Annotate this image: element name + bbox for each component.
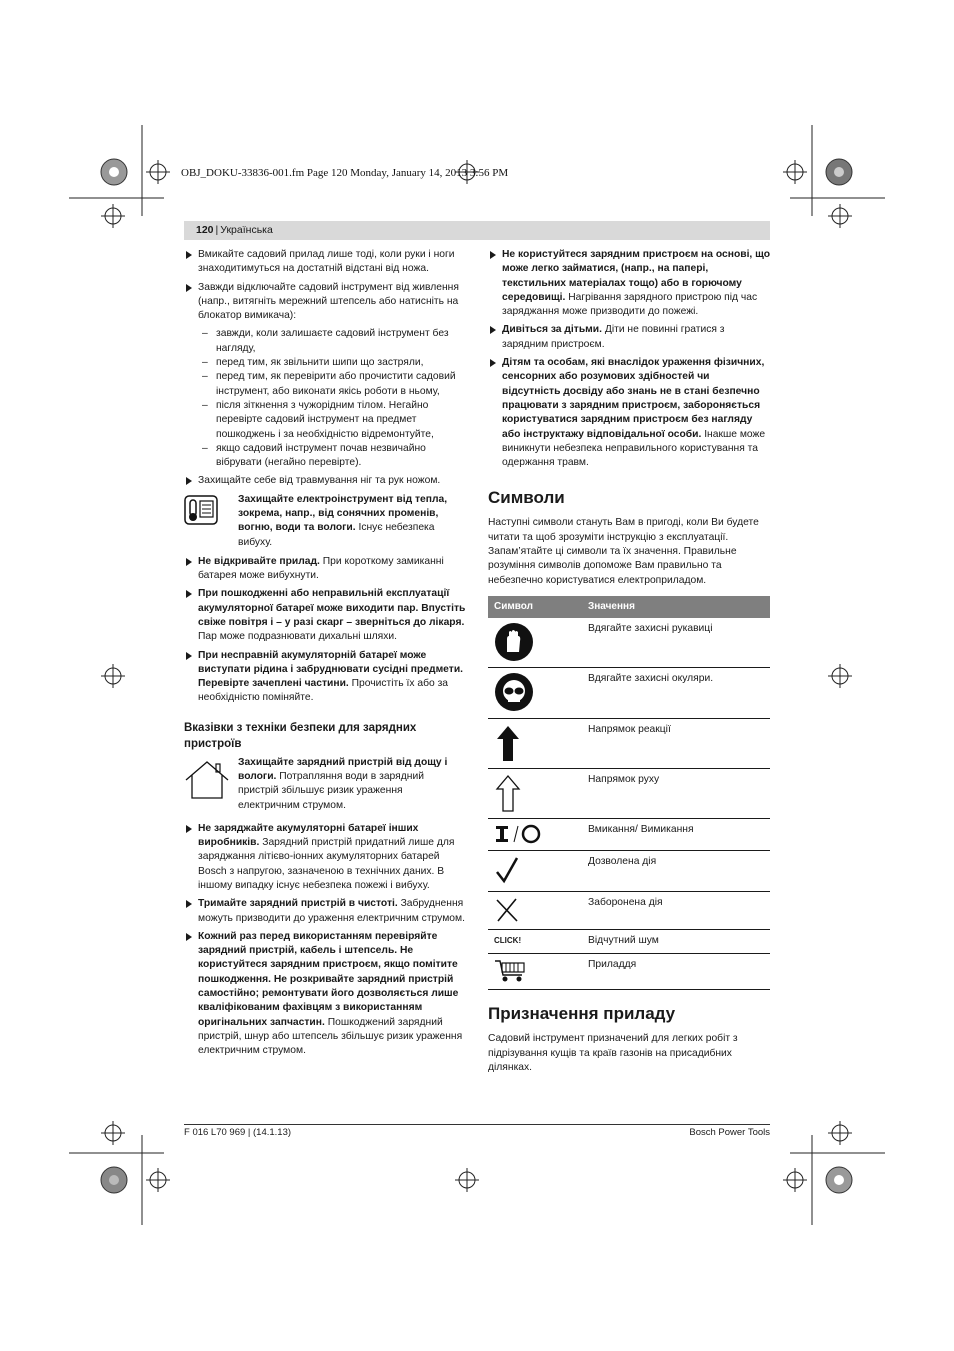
- check-icon: [494, 855, 520, 885]
- heat-protection-icon: [184, 495, 218, 525]
- bullet-children: Дивіться за дітьми. Діти не повинні гратися з зарядним пристроєм.: [488, 323, 770, 352]
- dash-item: – якщо садовий інструмент почав незвичайно вібрувати (негайно перевірте).: [184, 442, 466, 471]
- col-symbol: Символ: [488, 596, 582, 618]
- heat-warning: [184, 493, 466, 551]
- bullet-liquid: При несправній акумуляторній батареї може виступати рідина і забруднювати сусідні предмети. Перевірте зачеплені частини. Прочистіть їх або за необхідністю поміняйте.: [184, 649, 466, 706]
- bullet-protect: Захищайте себе від травмування ніг та рук ножом.: [184, 474, 466, 488]
- rain-warning: [184, 756, 466, 818]
- file-info-line: OBJ_DOKU-33836-001.fm Page 120 Monday, January 14, 2013 3:56 PM: [181, 167, 509, 179]
- on-off-icon: [494, 823, 542, 845]
- table-row: [488, 618, 770, 668]
- right-column: [488, 248, 770, 1075]
- meaning-cell: Відчутний шум: [582, 930, 770, 954]
- table-row: [488, 668, 770, 718]
- meaning-cell: Заборонена дія: [582, 891, 770, 929]
- bullet-persons: Дітям та особам, які внаслідок ураження фізичних, сенсорних або розумових здібностей чи відсутність досвіду або знань не в стані безпечно працювати з зарядним пристроєм, забороняється користуватися зарядним пристроєм без нагляду або інструктажу відповідальної особи. Інакше може виникнути небезпека неправильного користування та одержання травм.: [488, 356, 770, 470]
- table-row: [488, 954, 770, 990]
- footer-doc-number: F 016 L70 969 | (14.1.13): [184, 1127, 292, 1138]
- running-header: 120 | Українська: [184, 221, 770, 240]
- bullet-vapour: При пошкодженні або неправильній експлуатації акумуляторної батареї може виходити пар. Впустіть свіже повітря і – у разі скарг – зверніться до лікаря. Пар може подразнювати дихальні шляхи.: [184, 587, 466, 644]
- house-icon: [184, 760, 230, 800]
- footer-brand: Bosch Power Tools: [689, 1127, 770, 1138]
- table-row: [488, 930, 770, 954]
- purpose-heading: Призначення приладу: [488, 1004, 676, 1024]
- meaning-cell: Вдягайте захисні окуляри.: [582, 668, 770, 718]
- reaction-arrow-icon: [494, 723, 522, 763]
- motion-arrow-icon: [494, 773, 522, 813]
- dash-item: – перед тим, як звільнити шипи що застряли,: [184, 356, 466, 370]
- meaning-cell: Вдягайте захисні рукавиці: [582, 618, 770, 668]
- rain-warning-bold: Захищайте зарядний пристрій від дощу і вологи.: [238, 756, 448, 783]
- cart-icon: [494, 958, 528, 984]
- gloves-icon: [494, 622, 534, 662]
- dash-item: – після зіткнення з чужорідним тілом. Негайно перевірте садовий інструмент на предмет пошкоджень і за необхідністю відремонтуйте,: [184, 399, 466, 442]
- dash-item: – завжди, коли залишаєте садовий інструмент без нагляду,: [184, 327, 466, 356]
- dash-item: – перед тим, як перевірити або прочистити садовий інструмент, або виконати якісь роботи в ньому,: [184, 370, 466, 399]
- bullet-flammable: Не користуйтеся зарядним пристроєм на основі, що може легко займатися, (напр., на папері, текстильних матеріалах тощо) або в горючому середовищі. Нагрівання зарядного пристрою під час заряджання може призводити до пожежі.: [488, 248, 770, 319]
- left-column: [184, 248, 466, 1062]
- meaning-cell: Дозволена дія: [582, 851, 770, 891]
- rain-warning-text: Потрапляння води в зарядний пристрій збільшує ризик ураження електричним струмом.: [238, 771, 424, 811]
- goggles-icon: [494, 672, 534, 712]
- table-header-row: [488, 596, 770, 618]
- meaning-cell: Напрямок реакції: [582, 718, 770, 768]
- meaning-cell: Напрямок руху: [582, 768, 770, 818]
- meaning-cell: Приладдя: [582, 954, 770, 990]
- cross-icon: [494, 896, 520, 924]
- bullet-check: Кожний раз перед використанням перевіряйте зарядний пристрій, кабель і штепсель. Не користуйтеся зарядним пристроєм, якщо помітите пошкодження. Не розкривайте зарядний пристрій самостійно; ремонтувати його дозволяється лише кваліфікованим фахівцям з використанням оригінальних запчастин. Пошкоджений зарядний пристрій, шнур або штепсель збільшує ризик ураження електричним струмом.: [184, 930, 466, 1059]
- bullet-hands-feet: Вмикайте садовий прилад лише тоді, коли руки і ноги знаходитимуться на достатній відстані від ножа.: [184, 248, 466, 277]
- bullet-other-batteries: Не заряджайте акумуляторні батареї інших виробників. Зарядний пристрій придатний лише для заряджання літієво-іонних акумуляторних батарей Bosch з напругою, зазначеною в технічних даних. В іншому випадку існує небезпека пожежі і вибуху.: [184, 822, 466, 893]
- bullet-disconnect: Завжди відключайте садовий інструмент від живлення (напр., витягніть мережний штепсель або натисніть на блокатор вимикача):: [184, 281, 466, 324]
- charger-safety-heading: Вказівки з техніки безпеки для зарядних пристроїв: [184, 721, 417, 750]
- symbols-heading: Символи: [488, 488, 565, 508]
- language-label: Українська: [220, 224, 273, 236]
- bullet-clean: Тримайте зарядний пристрій в чистоті. Забруднення можуть призводити до ураження електричним струмом.: [184, 897, 466, 926]
- purpose-text: Садовий інструмент призначений для легких робіт з підрізування кущів та країв газонів на присадибних ділянках.: [488, 1033, 738, 1073]
- col-meaning: Значення: [582, 596, 770, 618]
- page-number: 120: [196, 224, 214, 236]
- table-row: [488, 718, 770, 768]
- meaning-cell: Вмикання/ Вимикання: [582, 819, 770, 851]
- symbols-table: [488, 596, 770, 990]
- bullet-do-not-open: Не відкривайте прилад. При короткому замиканні батарея може вибухнути.: [184, 555, 466, 584]
- table-row: [488, 851, 770, 891]
- table-row: [488, 768, 770, 818]
- page-footer: [184, 1124, 770, 1138]
- symbols-intro: Наступні символи стануть Вам в пригоді, коли Ви будете читати та щоб зрозуміти інструкцію з експлуатації. Запам’ятайте ці символи та їх значення. Правильне розуміння символів допоможе Вам правильно та небезпечно користуватися електроприладом.: [488, 517, 759, 586]
- table-row: [488, 891, 770, 929]
- heat-warning-bold: Захищайте електроінструмент від тепла, зокрема, напр., від сонячних променів, вогню, води та вологи.: [238, 493, 448, 534]
- table-row: [488, 819, 770, 851]
- heat-warning-text: Існує небезпека вибуху.: [238, 522, 435, 548]
- click-icon: CLICK!: [494, 936, 522, 946]
